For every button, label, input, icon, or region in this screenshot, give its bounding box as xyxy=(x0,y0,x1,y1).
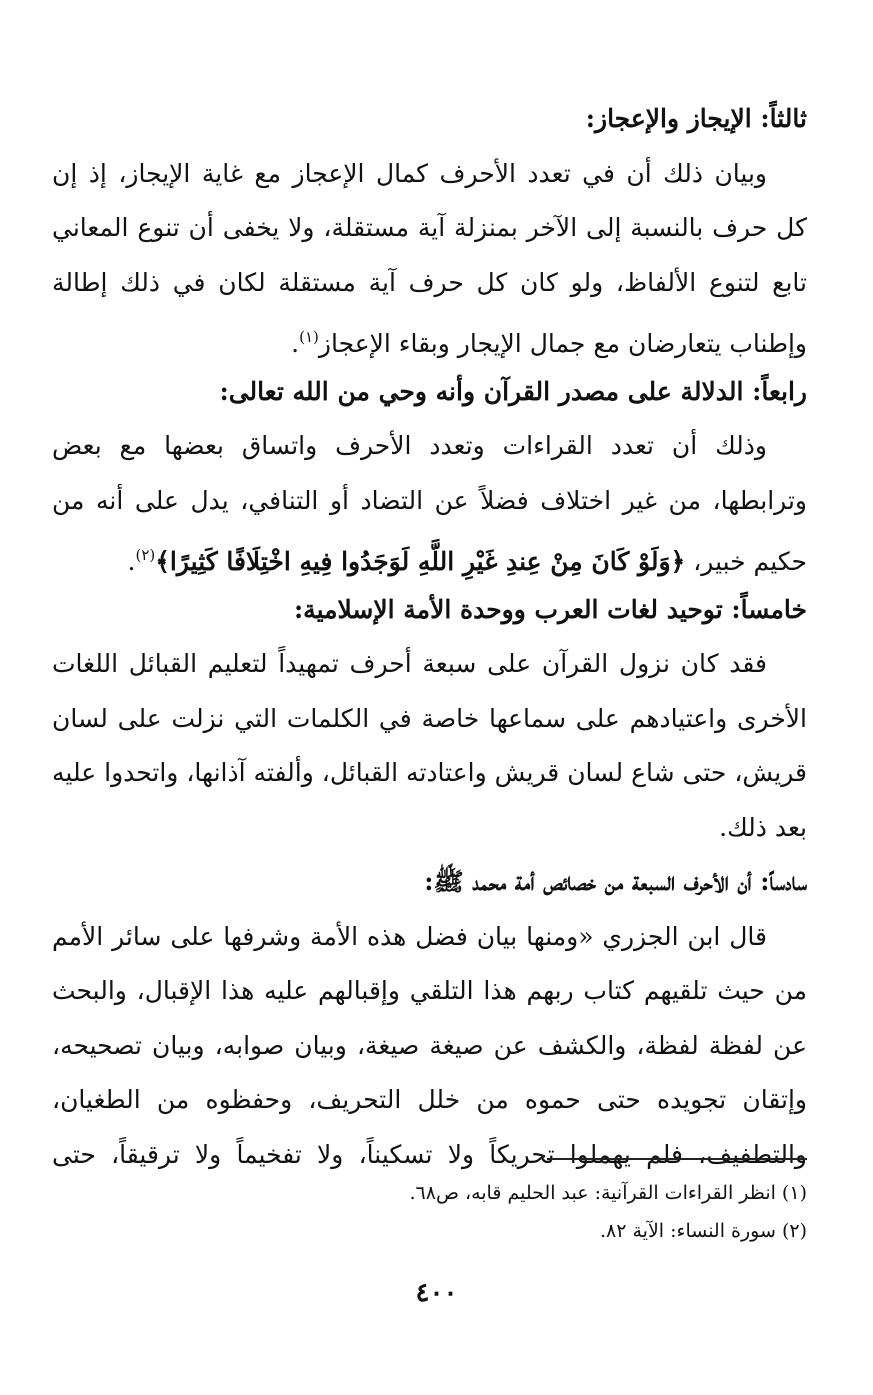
heading-sixth: سادساً: أن الأحرف السبعة من خصائص أمة محمد ﷺ: xyxy=(424,867,807,896)
heading-third: ثالثاً: الإيجاز والإعجاز: xyxy=(585,104,807,133)
paragraph-line: قريش، حتى شاع لسان قريش واعتادته القبائل، وألفته آذانها، واتحدوا عليه xyxy=(52,758,807,787)
footnote-1: (١) انظر القراءات القرآنية: عبد الحليم قابه، ص٦٨. xyxy=(409,1182,807,1204)
paragraph-line: عن لفظة لفظة، والكشف عن صيغة صيغة، وبيان صوابه، وبيان تصحيحه، xyxy=(52,1030,807,1060)
heading-fourth: رابعاً: الدلالة على مصدر القرآن وأنه وحي من الله تعالى: xyxy=(219,376,807,406)
paragraph-text: حكيم خبير، xyxy=(693,547,807,576)
paragraph-line: وإتقان تجويده حتى حموه من خلل التحريف، وحفظوه من الطغيان، xyxy=(52,1085,807,1114)
paragraph-line: كل حرف بالنسبة إلى الآخر بمنزلة آية مستقلة، ولا يخفى أن تنوع المعاني xyxy=(52,213,807,242)
paragraph-line: الأخرى واعتيادهم على سماعها خاصة في الكلمات التي نزلت على لسان xyxy=(52,703,807,733)
paragraph-line: وترابطها، من غير اختلاف فضلاً عن التضاد أو التنافي، يدل على أنه من xyxy=(52,485,807,515)
footnote-separator xyxy=(547,1158,807,1160)
paragraph-line: من حيث تلقيهم كتاب ربهم هذا التلقي وإقبالهم عليه هذا الإقبال، والبحث xyxy=(52,976,807,1005)
paragraph-line: فقد كان نزول القرآن على سبعة أحرف تمهيداً لتعليم القبائل اللغات xyxy=(52,649,767,678)
paragraph-line xyxy=(52,528,807,583)
paragraph-line: وذلك أن تعدد القراءات وتعدد الأحرف واتساق بعضها مع بعض xyxy=(52,431,767,460)
main-text xyxy=(52,92,807,1182)
quran-verse: ﴿وَلَوْ كَانَ مِنْ عِندِ غَيْرِ اللَّهِ لَوَجَدُوا فِيهِ اخْتِلَافًا كَثِيرًا﴾ xyxy=(155,547,686,576)
footnote-ref[interactable]: (٢) xyxy=(135,546,156,564)
sentence-end: . xyxy=(291,329,300,358)
paragraph-line xyxy=(52,310,807,365)
paragraph-line: بعد ذلك. xyxy=(719,812,807,842)
paragraph-line: وبيان ذلك أن في تعدد الأحرف كمال الإعجاز مع غاية الإيجاز، إذ إن xyxy=(52,158,767,188)
paragraph-line: تابع لتنوع الألفاظ، ولو كان كل حرف آية مستقلة لكان في ذلك إطالة xyxy=(52,267,807,297)
footnote-ref[interactable]: (١) xyxy=(299,328,319,346)
paragraph-text: وإطناب يتعارضان مع جمال الإيجار وبقاء الإعجاز xyxy=(318,329,807,358)
sentence-end: . xyxy=(127,547,136,576)
footnote-2: (٢) سورة النساء: الآية ٨٢. xyxy=(599,1220,807,1242)
paragraph-line: قال ابن الجزري «ومنها بيان فضل هذه الأمة وشرفها على سائر الأمم xyxy=(52,921,767,951)
paragraph-line: والتطفيف، فلم يهملوا تحريكاً ولا تسكيناً، ولا تفخيماً ولا ترقيقاً، حتى xyxy=(52,1139,807,1169)
page-number: ٤٠٠ xyxy=(415,1278,458,1308)
footnotes xyxy=(52,1174,807,1250)
heading-fifth: خامساً: توحيد لغات العرب ووحدة الأمة الإسلامية: xyxy=(293,594,807,624)
